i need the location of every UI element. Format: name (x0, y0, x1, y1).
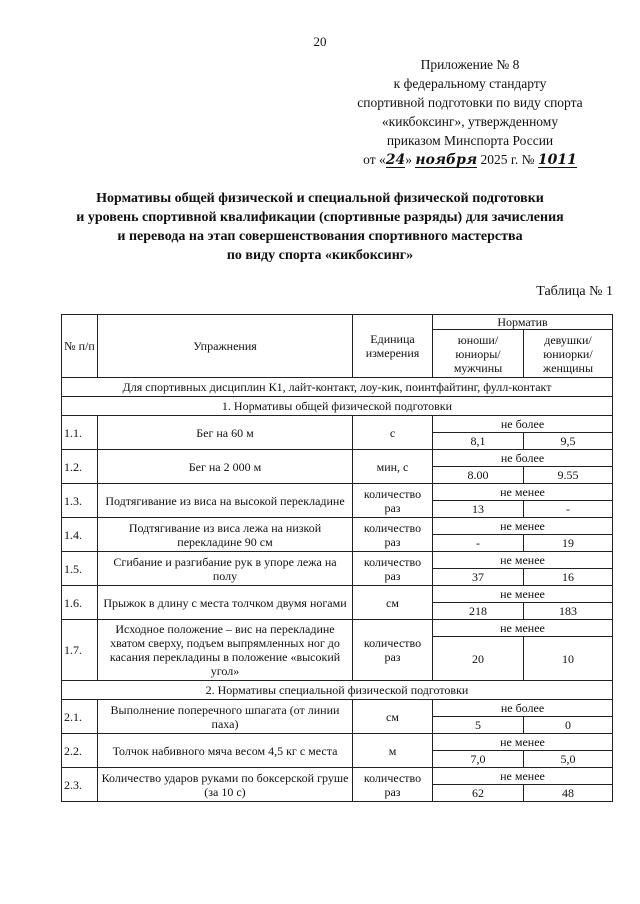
appendix-line: к федеральному стандарту (393, 76, 547, 91)
row-exercise: Бег на 2 000 м (98, 450, 353, 484)
row-unit: м (353, 734, 433, 768)
row-exercise: Подтягивание из виса лежа на низкой перекладине 90 см (98, 518, 353, 552)
row-male-value: - (433, 535, 524, 552)
row-condition: не менее (433, 734, 613, 751)
row-exercise: Толчок набивного мяча весом 4,5 кг с места (98, 734, 353, 768)
row-condition: не менее (433, 768, 613, 785)
row-female-value: 10 (524, 637, 613, 681)
order-month: ноября (415, 152, 478, 168)
row-exercise: Подтягивание из виса на высокой перекладине (98, 484, 353, 518)
row-male-value: 8,1 (433, 433, 524, 450)
order-year: 2025 г. № (480, 152, 535, 167)
order-prefix: от « (363, 152, 386, 167)
row-num: 1.4. (62, 518, 98, 552)
table-row (62, 552, 613, 569)
table-row (62, 518, 613, 535)
table-row (62, 484, 613, 501)
norms-table (61, 314, 613, 802)
row-exercise: Выполнение поперечного шпагата (от линии паха) (98, 700, 353, 734)
row-num: 2.3. (62, 768, 98, 802)
header-norm: Норматив (433, 315, 613, 330)
row-num: 2.1. (62, 700, 98, 734)
row-condition: не менее (433, 518, 613, 535)
order-day: 24 (385, 152, 406, 168)
row-female-value: 183 (524, 603, 613, 620)
title-line: Нормативы общей физической и специальной физической подготовки (96, 191, 544, 206)
row-unit: с (353, 416, 433, 450)
appendix-line: приказом Минспорта России (386, 133, 554, 148)
row-male-value: 7,0 (433, 751, 524, 768)
row-male-value: 8.00 (433, 467, 524, 484)
page-number: 20 (313, 34, 327, 49)
order-line (330, 150, 610, 169)
row-num: 1.1. (62, 416, 98, 450)
table-row (62, 768, 613, 785)
table-row (62, 700, 613, 717)
table-row (62, 450, 613, 467)
header-unit: Единица измерения (353, 315, 433, 378)
section-heading: 1. Нормативы общей физической подготовки (62, 397, 613, 416)
header-exercise: Упражнения (98, 315, 353, 378)
row-unit: мин, с (353, 450, 433, 484)
row-male-value: 13 (433, 501, 524, 518)
row-condition: не более (433, 450, 613, 467)
header-num: № п/п (62, 315, 98, 378)
section-heading: 2. Нормативы специальной физической подготовки (62, 681, 613, 700)
row-exercise: Количество ударов руками по боксерской груше (за 10 с) (98, 768, 353, 802)
row-exercise: Прыжок в длину с места толчком двумя ногами (98, 586, 353, 620)
table-label: Таблица № 1 (536, 284, 613, 299)
order-number: 1011 (537, 152, 577, 168)
row-num: 1.7. (62, 620, 98, 681)
header-male: юноши/ юниоры/ мужчины (433, 330, 524, 378)
row-condition: не более (433, 700, 613, 717)
appendix-line: Приложение № 8 (420, 57, 520, 72)
row-num: 2.2. (62, 734, 98, 768)
disciplines-row: Для спортивных дисциплин К1, лайт-контакт, лоу-кик, поинтфайтинг, фулл-контакт (62, 378, 613, 397)
row-unit: количество раз (353, 620, 433, 681)
row-male-value: 5 (433, 717, 524, 734)
row-condition: не менее (433, 484, 613, 501)
row-female-value: 19 (524, 535, 613, 552)
row-condition: не менее (433, 620, 613, 637)
table-row (62, 416, 613, 433)
appendix-header (330, 55, 610, 169)
row-condition: не менее (433, 586, 613, 603)
order-mid: » (405, 152, 416, 167)
title-line: и уровень спортивной квалификации (спортивные разряды) для зачисления (76, 210, 564, 225)
row-female-value: 48 (524, 785, 613, 802)
row-num: 1.3. (62, 484, 98, 518)
row-male-value: 218 (433, 603, 524, 620)
title-line: и перевода на этап совершенствования спортивного мастерства (117, 229, 523, 244)
row-unit: количество раз (353, 552, 433, 586)
appendix-line: спортивной подготовки по виду спорта (357, 95, 583, 110)
appendix-line: «кикбоксинг», утвержденному (381, 114, 559, 129)
row-num: 1.6. (62, 586, 98, 620)
row-female-value: 9,5 (524, 433, 613, 450)
row-unit: количество раз (353, 518, 433, 552)
row-unit: см (353, 586, 433, 620)
row-exercise: Исходное положение – вис на перекладине хватом сверху, подъем выпрямленных ног до касания перекладины в положение «высокий угол» (98, 620, 353, 681)
row-female-value: 0 (524, 717, 613, 734)
row-num: 1.2. (62, 450, 98, 484)
row-female-value: 9.55 (524, 467, 613, 484)
row-female-value: 16 (524, 569, 613, 586)
row-female-value: - (524, 501, 613, 518)
table-row (62, 734, 613, 751)
row-male-value: 62 (433, 785, 524, 802)
title-line: по виду спорта «кикбоксинг» (226, 248, 414, 263)
row-condition: не более (433, 416, 613, 433)
row-male-value: 20 (433, 637, 524, 681)
row-female-value: 5,0 (524, 751, 613, 768)
row-unit: см (353, 700, 433, 734)
row-exercise: Бег на 60 м (98, 416, 353, 450)
row-unit: количество раз (353, 484, 433, 518)
row-male-value: 37 (433, 569, 524, 586)
table-row (62, 620, 613, 637)
header-female: девушки/ юниорки/ женщины (524, 330, 613, 378)
table-row (62, 586, 613, 603)
row-condition: не менее (433, 552, 613, 569)
row-exercise: Сгибание и разгибание рук в упоре лежа на полу (98, 552, 353, 586)
row-num: 1.5. (62, 552, 98, 586)
document-title (40, 189, 600, 265)
row-unit: количество раз (353, 768, 433, 802)
